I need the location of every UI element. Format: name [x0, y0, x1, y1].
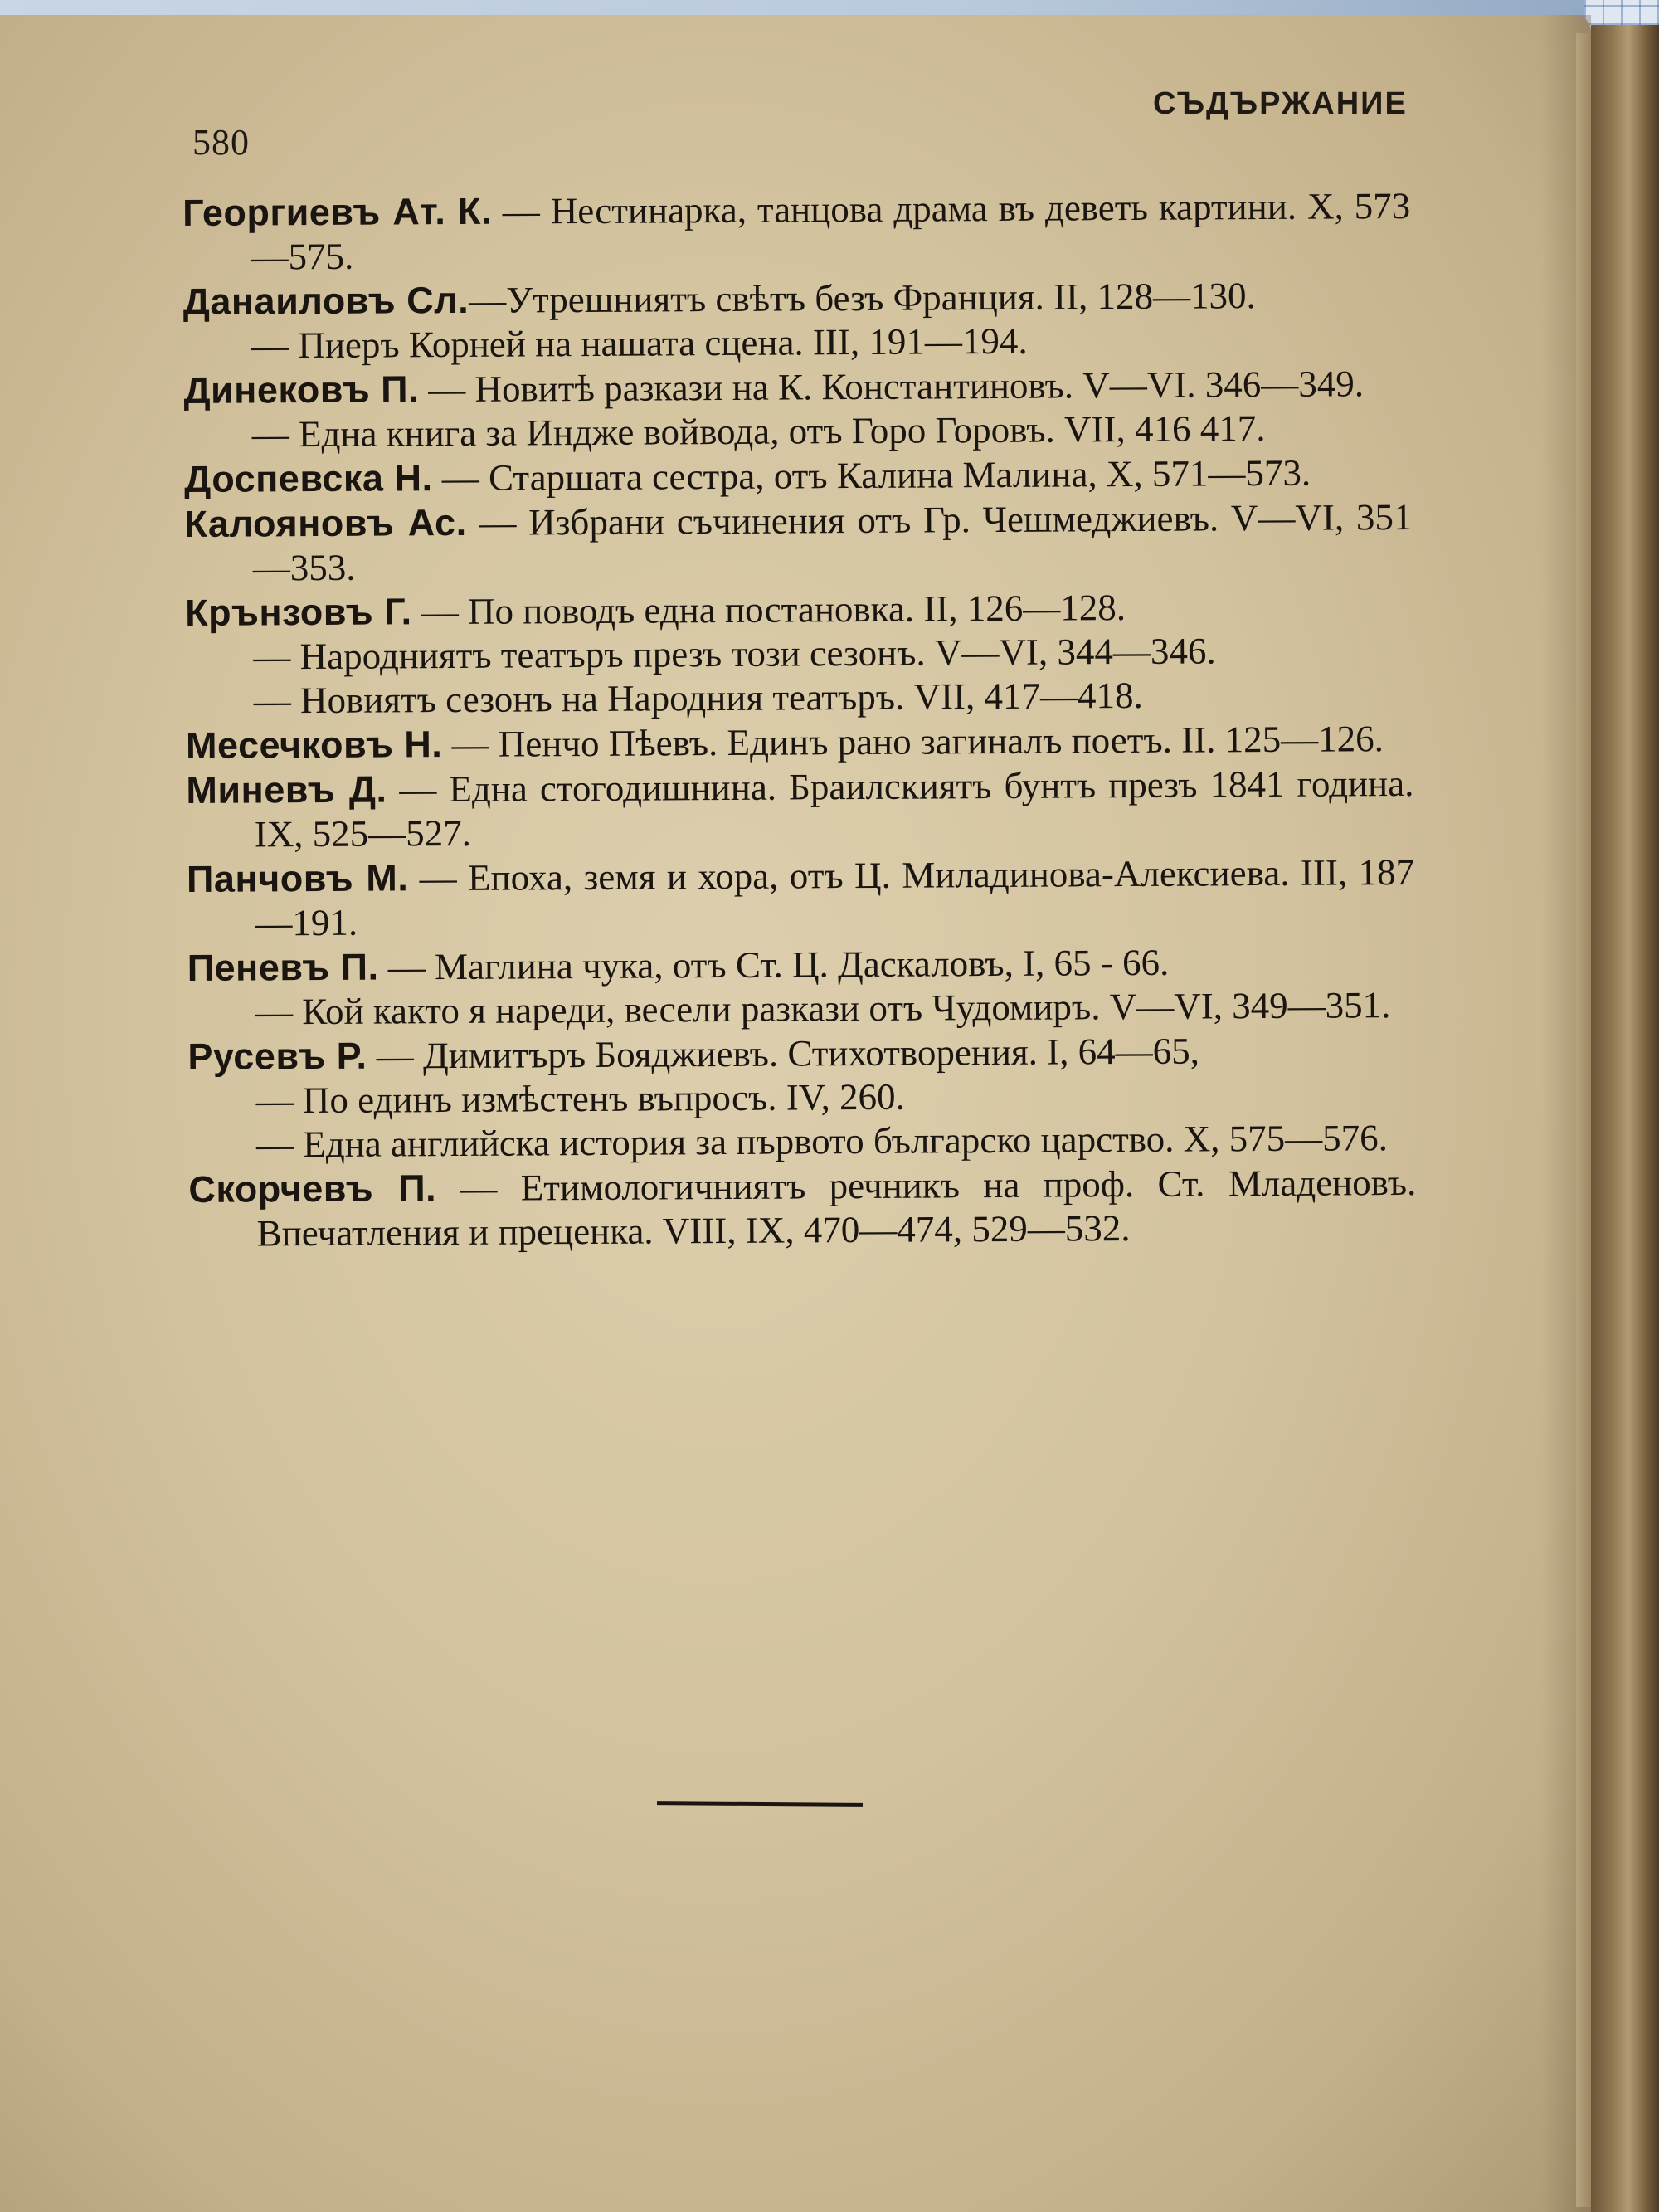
entry-text: — Старшата сестра, отъ Калина Малина, X, 571—573. [441, 451, 1311, 499]
entry-text: — Новитѣ разкази на К. Константиновъ. V—VI. 346—349. [428, 363, 1365, 411]
contents-entry [184, 495, 1413, 591]
entry-subitem: — Кой както я нареди, весели разкази отъ Чудомиръ. V—VI, 349—351. [255, 984, 1391, 1033]
book-page [0, 15, 1591, 2212]
entry-subitem: — Една книга за Индже войвода, отъ Горо Горовъ. VII, 416 417. [251, 407, 1266, 456]
contents-entry [183, 272, 1412, 368]
entry-subitem: — По единъ измѣстенъ въпросъ. IV, 260. [255, 1075, 905, 1122]
entry-text: — Нестинарка, танцова драма въ деветь картини. X, 573—575. [251, 184, 1411, 278]
entry-text: — Маглина чука, отъ Ст. Ц. Даскаловъ, I, 65 - 66. [387, 941, 1170, 988]
contents-entry [182, 183, 1411, 280]
entry-subitem: — Една английска история за първото българско царство. X, 575—576. [255, 1117, 1389, 1166]
entry-author: Крънзовъ Г. [184, 590, 412, 634]
entry-author: Георгиевъ Ат. К. [182, 189, 493, 234]
contents-entry [186, 716, 1413, 768]
entry-subitem: — Пиеръ Корней на нашата сцена. III, 191—194. [251, 319, 1028, 367]
contents-entry [187, 1027, 1416, 1167]
entry-text: — Димитъръ Бояджиевъ. Стихотворения. I, 64—65, [376, 1030, 1200, 1077]
entry-author: Миневъ Д. [186, 767, 387, 811]
contents-entry [188, 1160, 1417, 1256]
running-head: СЪДЪРЖАНИЕ [1153, 86, 1408, 121]
contents-list [182, 183, 1417, 1256]
entry-text: — Пенчо Пѣевъ. Единъ рано загиналъ поетъ. II. 125—126. [451, 718, 1384, 766]
entry-text: —Утрешниятъ свѣтъ безъ Франция. II, 128—130. [469, 275, 1256, 321]
contents-entry [184, 450, 1412, 502]
entry-author: Русевъ Р. [187, 1034, 367, 1078]
contents-entry [187, 850, 1415, 946]
entry-author: Панчовъ М. [186, 856, 409, 900]
end-rule-divider [657, 1801, 863, 1807]
entry-author: Месечковъ Н. [185, 723, 443, 767]
entry-subitem: — Новиятъ сезонъ на Народния театъръ. VII, 417—418. [253, 674, 1143, 722]
entry-author: Динековъ П. [183, 368, 420, 412]
entry-text: — Етимологичниятъ речникъ на проф. Ст. Младеновъ. Впечатления и преценка. VIII, IX, 470—474, 529—532. [256, 1161, 1417, 1255]
entry-subitem: — Народниятъ театъръ презъ този сезонъ. V—VI, 344—346. [253, 630, 1216, 678]
entry-author: Доспевска Н. [183, 456, 433, 500]
contents-entry [187, 938, 1416, 1035]
contents-entry [186, 761, 1414, 857]
book-spine [1591, 25, 1659, 2212]
entry-author: Скорчевъ П. [188, 1167, 437, 1211]
contents-entry [183, 361, 1412, 457]
entry-author: Данаиловъ Сл. [182, 278, 469, 323]
entry-text: — По поводъ една постановка. II, 126—128. [421, 587, 1126, 633]
page-number: 580 [192, 122, 250, 163]
entry-author: Калояновъ Ас. [184, 500, 467, 545]
entry-text: — Епоха, земя и хора, отъ Ц. Миладинова-Алексиева. III, 187—191. [255, 850, 1415, 944]
page-edge-shadow [1576, 33, 1591, 2207]
entry-author: Пеневъ П. [187, 945, 379, 989]
entry-text: — Избрани съчинения отъ Гр. Чешмеджиевъ. V—VI, 351—353. [252, 495, 1413, 589]
contents-entry [185, 583, 1413, 724]
entry-text: — Една стогодишнина. Браилскиятъ бунтъ презъ 1841 година. IX, 525—527. [254, 762, 1414, 855]
